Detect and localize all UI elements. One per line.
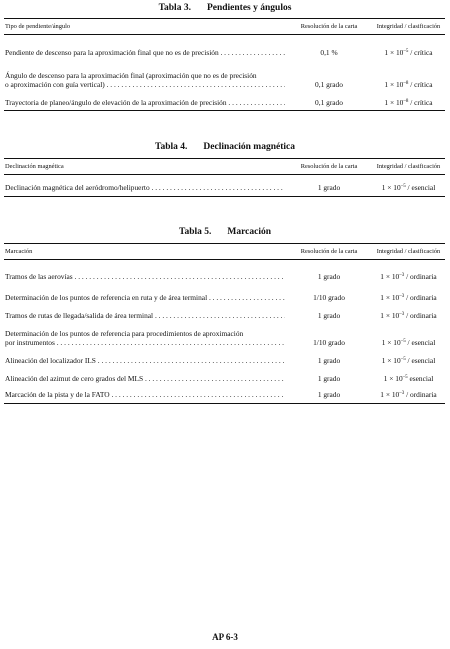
row-integrity: $1 \times 10^{-3}$ / ordinaria (372, 383, 445, 404)
row-integrity: $1 \times 10^{-5}$ / crítica (384, 47, 433, 57)
table-4-title: Tabla 4. Declinación magnética (155, 142, 295, 152)
row-label-line: por instrumentos . . . (5, 338, 285, 347)
row-integrity: $1 \times 10^{-8}$ / crítica (384, 79, 433, 89)
table-row (4, 175, 445, 197)
column-header-type: Tipo de pendiente/ángulo (4, 19, 286, 35)
column-header-bearing: Marcación (4, 244, 286, 260)
row-resolution: 1/10 grado (313, 292, 345, 302)
column-header-integrity: Integridad / clasificación (372, 244, 445, 260)
row-integrity: $1 \times 10^{-3}$ / ordinaria (380, 292, 437, 302)
row-resolution: 0,1 grado (286, 89, 372, 111)
table-row (4, 302, 445, 320)
table-row (4, 320, 445, 347)
table-row (4, 35, 445, 57)
table-3-title: Tabla 3. Pendientes y ángulos (158, 3, 292, 13)
column-header-integrity: Integridad / clasificación (372, 19, 445, 35)
row-integrity: $1 \times 10^{-3}$ / ordinaria (380, 271, 437, 281)
table-row (4, 347, 445, 365)
row-resolution: 1 grado (317, 355, 341, 365)
row-integrity: $1 \times 10^{-5}$ / esencial (372, 175, 445, 197)
column-header-resolution: Resolución de la carta (286, 159, 372, 175)
column-header-resolution: Resolución de la carta (286, 19, 372, 35)
table-row (4, 383, 445, 404)
table-5-title: Tabla 5. Marcación (178, 227, 271, 237)
row-resolution: 1 grado (286, 383, 372, 404)
row-resolution: 1/10 grado (313, 337, 345, 347)
row-label-line: Ángulo de descenso para la aproximación final (aproximación que no es de precisión (5, 70, 257, 80)
table-4 (4, 158, 445, 197)
row-label: Tramos de las aerovías . . . (5, 272, 285, 281)
row-label: Marcación de la pista y de la FATO . . . (5, 390, 285, 399)
table-3 (4, 18, 445, 111)
column-header-resolution: Resolución de la carta (286, 244, 372, 260)
row-label: Pendiente de descenso para la aproximación final que no es de precisión . . . (5, 48, 285, 57)
row-integrity: $1 \times 10^{-5}$ esencial (383, 373, 434, 383)
row-integrity: $1 \times 10^{-8}$ / crítica (372, 89, 445, 111)
row-resolution: 0,1 % (320, 47, 338, 57)
row-resolution: 1 grado (317, 373, 341, 383)
table-row (4, 260, 445, 281)
row-label: Trayectoria de planeo/ángulo de elevación de la aproximación de precisión . . . (5, 98, 285, 107)
row-label: Alineación del localizador ILS . . . (5, 356, 285, 365)
row-resolution: 1 grado (317, 310, 341, 320)
row-label: Tramos de rutas de llegada/salida de área terminal . . . (5, 311, 285, 320)
row-label: Determinación de los puntos de referencia en ruta y de área terminal . . . (5, 293, 285, 302)
table-row (4, 281, 445, 302)
row-integrity: $1 \times 10^{-5}$ / esencial (381, 337, 436, 347)
row-label-line: Determinación de los puntos de referencia para procedimientos de aproximación (5, 328, 244, 338)
row-resolution: 1 grado (286, 175, 372, 197)
row-label: Alineación del azimut de cero grados del MLS . . . (5, 374, 285, 383)
column-header-declination: Declinación magnética (4, 159, 286, 175)
row-label: Declinación magnética del aeródromo/helipuerto . . . (5, 183, 285, 192)
row-integrity: $1 \times 10^{-5}$ / esencial (381, 355, 436, 365)
row-resolution: 0,1 grado (315, 79, 343, 89)
table-row (4, 365, 445, 383)
page-number: AP 6-3 (212, 632, 238, 642)
row-integrity: $1 \times 10^{-3}$ / ordinaria (380, 310, 437, 320)
row-resolution: 1 grado (317, 271, 341, 281)
column-header-integrity: Integridad / clasificación (372, 159, 445, 175)
table-row (4, 57, 445, 89)
table-5 (4, 243, 445, 404)
row-label-line: o aproximación con guía vertical) . . . (5, 80, 285, 89)
table-row (4, 89, 445, 111)
